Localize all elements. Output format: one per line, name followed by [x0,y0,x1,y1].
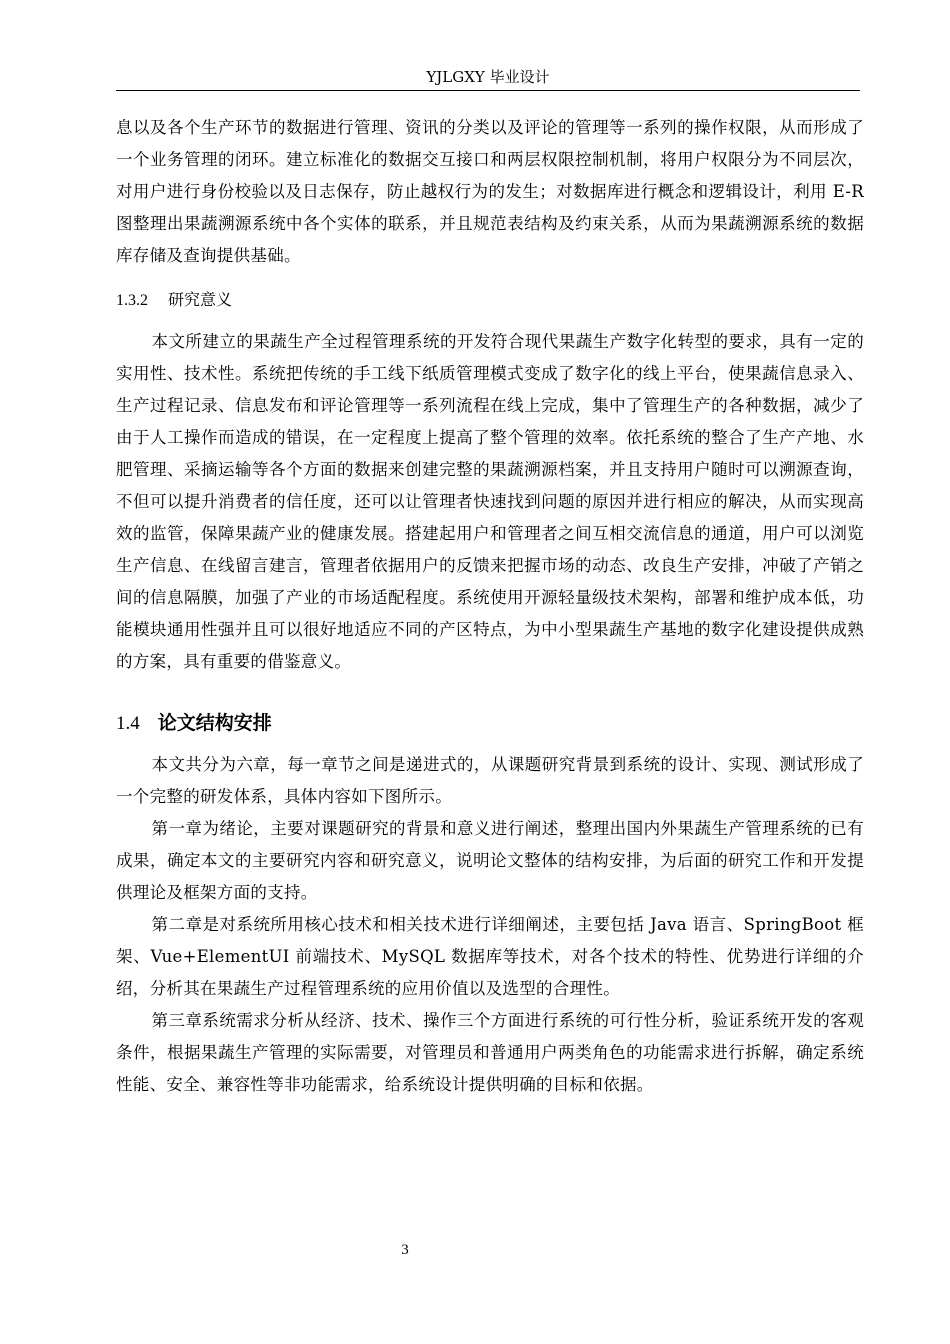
page-header [116,64,860,91]
section-number: 1.4 [116,713,140,734]
paragraph-chapter-two: 第二章是对系统所用核心技术和相关技术进行详细阐述，主要包括 Java 语言、SpringBoot 框架、Vue+ElementUI 前端技术、MySQL 数据库等技术，对各个技术的特性、优势进行详细的介绍，分析其在果蔬生产过程管理系统的应用价值以及选型的合理性。 [116,915,864,998]
document-body [116,112,864,1101]
section-title: 研究意义 [168,290,233,309]
section-number: 1.3.2 [116,292,148,309]
paragraph-continuation: 息以及各个生产环节的数据进行管理、资讯的分类以及评论的管理等一系列的操作权限，从而形成了一个业务管理的闭环。建立标准化的数据交互接口和两层权限控制机制，将用户权限分为不同层次，对用户进行身份校验以及日志保存，防止越权行为的发生；对数据库进行概念和逻辑设计，利用 E-R 图整理出果蔬溯源系统中各个实体的联系，并且规范表结构及约束关系，从而为果蔬溯源系统的数据库存储及查询提供基础。 [116,118,864,265]
header-title: YJLGXY 毕业设计 [426,68,550,86]
paragraph-chapter-three: 第三章系统需求分析从经济、技术、操作三个方面进行系统的可行性分析，验证系统开发的客观条件，根据果蔬生产管理的实际需要，对管理员和普通用户两类角色的功能需求进行拆解，确定系统性能、安全、兼容性等非功能需求，给系统设计提供明确的目标和依据。 [116,1011,864,1094]
paragraph-structure-intro: 本文共分为六章，每一章节之间是递进式的，从课题研究背景到系统的设计、实现、测试形成了一个完整的研发体系，具体内容如下图所示。 [116,755,864,806]
section-heading-1-4 [116,708,864,739]
paragraph-chapter-one: 第一章为绪论，主要对课题研究的背景和意义进行阐述，整理出国内外果蔬生产管理系统的已有成果，确定本文的主要研究内容和研究意义，说明论文整体的结构安排，为后面的研究工作和开发提供理论及框架方面的支持。 [116,819,864,902]
section-heading-1-3-2 [116,286,864,315]
paragraph-research-significance: 本文所建立的果蔬生产全过程管理系统的开发符合现代果蔬生产数字化转型的要求，具有一定的实用性、技术性。系统把传统的手工线下纸质管理模式变成了数字化的线上平台，使果蔬信息录入、生产过程记录、信息发布和评论管理等一系列流程在线上完成，集中了管理生产的各种数据，减少了由于人工操作而造成的错误，在一定程度上提高了整个管理的效率。依托系统的整合了生产产地、水肥管理、采摘运输等各个方面的数据来创建完整的果蔬溯源档案，并且支持用户随时可以溯源查询，不但可以提升消费者的信任度，还可以让管理者快速找到问题的原因并进行相应的解决，从而实现高效的监管，保障果蔬产业的健康发展。搭建起用户和管理者之间互相交流信息的通道，用户可以浏览生产信息、在线留言建言，管理者依据用户的反馈来把握市场的动态、改良生产安排，冲破了产销之间的信息隔膜，加强了产业的市场适配程度。系统使用开源轻量级技术架构，部署和维护成本低，功能模块通用性强并且可以很好地适应不同的产区特点，为中小型果蔬生产基地的数字化建设提供成熟的方案，具有重要的借鉴意义。 [116,332,864,671]
section-title: 论文结构安排 [157,712,272,734]
page-number: 3 [401,1242,409,1258]
